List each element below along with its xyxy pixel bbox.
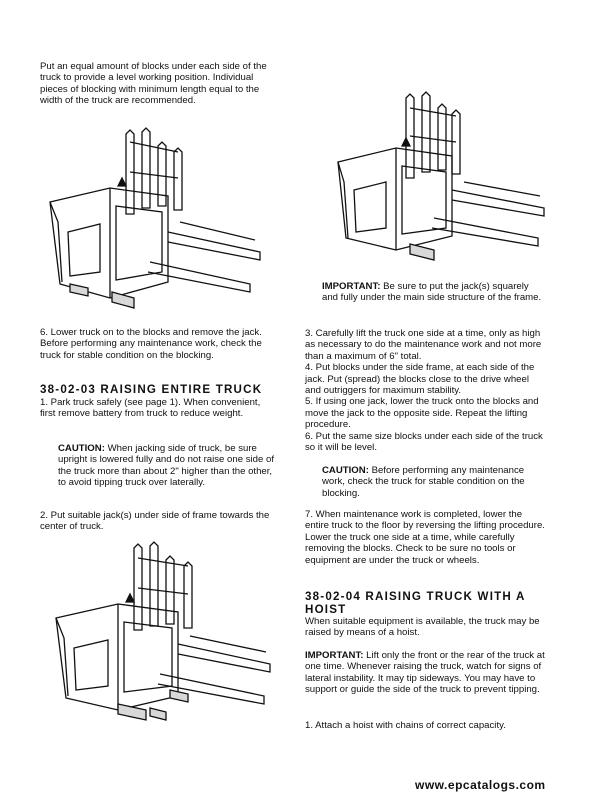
step-7-paragraph: 7. When maintenance work is completed, lower the entire truck to the floor by reversing the lifting procedure. Lower the truck one side at a time, while carefully removing the blocks. Check to be sure no tools or equipment are under the truck or wheels. (305, 509, 545, 566)
truck-with-jacks-illustration (38, 540, 278, 730)
caution-label-right: CAUTION: (322, 465, 369, 476)
important-label-1: IMPORTANT: (322, 281, 381, 292)
hoist-intro-paragraph: When suitable equipment is available, the truck may be raised by means of a hoist. (305, 616, 540, 639)
intro-paragraph: Put an equal amount of blocks under each side of the truck to provide a level working position. Individual pieces of blocking with minimum length equal to the width of the truck are recommended. (40, 61, 267, 107)
hoist-step-1-paragraph: 1. Attach a hoist with chains of correct capacity. (305, 720, 506, 731)
caution-text: When jacking side of truck, be sure upright is lowered fully and do not raise one side of the truck more than about 2" higher than the other, to avoid tipping truck over laterally. (58, 443, 274, 489)
section-heading-raising-entire-truck: 38-02-03 RAISING ENTIRE TRUCK (40, 383, 263, 396)
watermark-url: www.epcatalogs.com (415, 778, 546, 792)
important-paragraph-1 (322, 281, 544, 304)
step-2-paragraph: 2. Put suitable jack(s) under side of frame towards the center of truck. (40, 510, 270, 533)
caution-paragraph-left (58, 443, 278, 489)
important-text-2: Lift only the front or the rear of the truck at one time. Whenever raising the truck, watch for signs of lateral instability. It may tip sideways. You may have to support or guide the side of the truck to prevent tipping. (305, 650, 545, 696)
caution-paragraph-right (322, 465, 544, 499)
truck-on-blocks-illustration (30, 122, 265, 317)
steps-3-to-6-paragraph: 3. Carefully lift the truck one side at a time, only as high as necessary to do the maintenance work and not more than a maximum of 6" total. 4. Put blocks under the side frame, at each side of the jack. Put (spread) the blocks close to the drive wheel and outriggers for maximum stability. 5. If using one jack, lower the truck onto the blocks and move the jack to the opposite side. Repeat the lifting procedure. 6. Put the same size blocks under each side of the truck so it will be level. (305, 328, 543, 454)
step-6-paragraph: 6. Lower truck on to the blocks and remove the jack. Before performing any maintenance work, check the truck for stable condition on the blocking. (40, 327, 262, 361)
section-heading-raising-truck-hoist-line1: 38-02-04 RAISING TRUCK WITH A (305, 590, 526, 603)
section-heading-raising-truck-hoist-line2: HOIST (305, 603, 347, 616)
caution-text-right: Before performing any maintenance work, check the truck for stable condition on the blocking. (322, 465, 525, 499)
step-1-paragraph: 1. Park truck safely (see page 1). When convenient, first remove battery from truck to reduce weight. (40, 397, 261, 420)
important-text-1: Be sure to put the jack(s) squarely and fully under the main side structure of the frame. (322, 281, 542, 304)
important-paragraph-2 (305, 650, 545, 696)
truck-jacked-illustration (318, 90, 553, 270)
important-label-2: IMPORTANT: (305, 650, 364, 661)
caution-label: CAUTION: (58, 443, 105, 454)
